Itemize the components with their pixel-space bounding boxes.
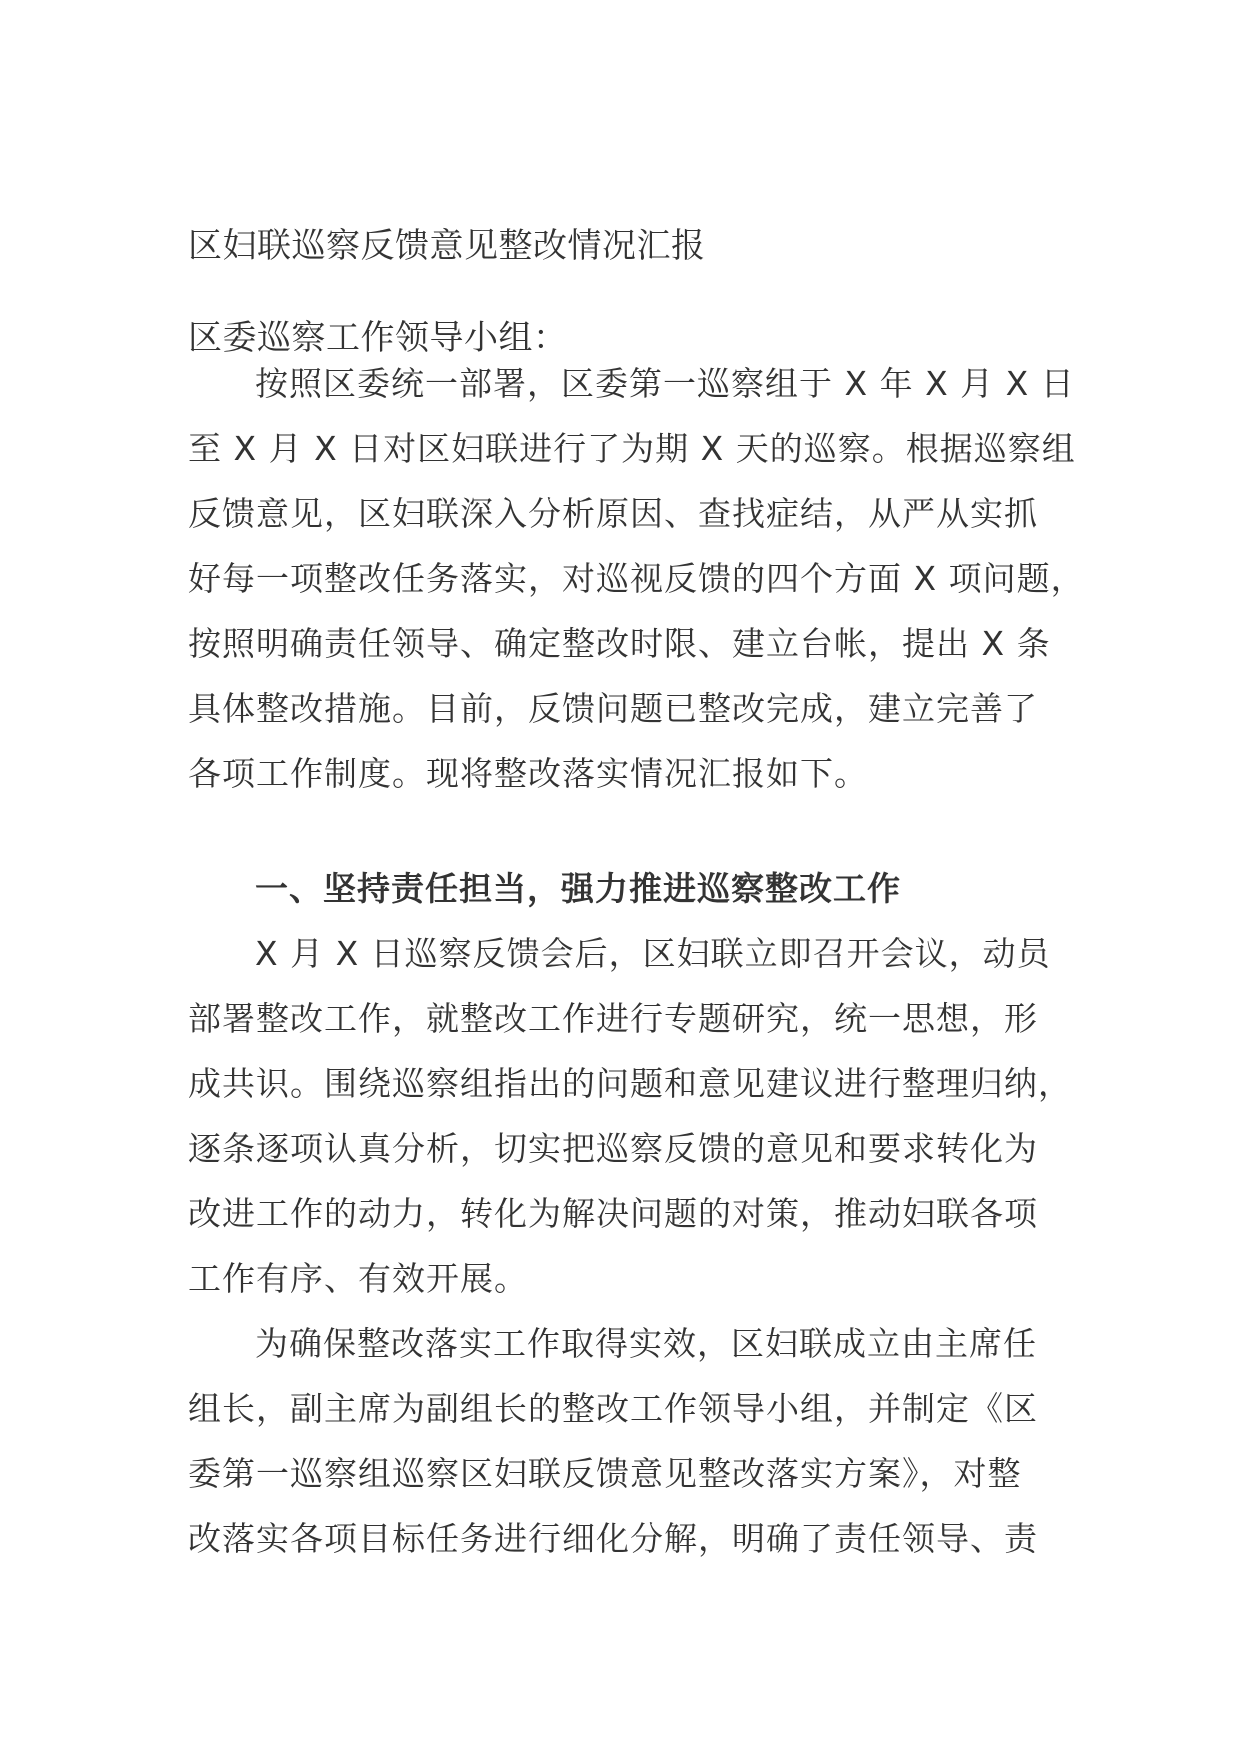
paragraph-line: 为确保整改落实工作取得实效，区妇联成立由主席任 [255,1324,1037,1363]
paragraph-line: 各项工作制度。现将整改落实情况汇报如下。 [188,754,868,793]
paragraph-line: X 月 X 日巡察反馈会后，区妇联立即召开会议，动员 [255,934,1051,973]
paragraph-line: 改落实各项目标任务进行细化分解，明确了责任领导、责 [188,1519,1038,1558]
paragraph-line: 工作有序、有效开展。 [188,1259,528,1298]
paragraph-line: 改进工作的动力，转化为解决问题的对策，推动妇联各项 [188,1194,1038,1233]
salutation: 区委巡察工作领导小组： [188,318,568,358]
paragraph-line: 成共识。围绕巡察组指出的问题和意见建议进行整理归纳， [188,1064,1072,1103]
paragraph-section-1 [188,921,1072,1311]
paragraph-line: 好每一项整改任务落实，对巡视反馈的四个方面 X 项问题， [188,559,1085,598]
paragraph-section-2 [188,1311,1068,1571]
section-heading-wrap [188,856,1068,921]
paragraph-line: 按照区委统一部署，区委第一巡察组于 X 年 X 月 X 日 [255,364,1075,403]
paragraph-intro [188,351,1085,806]
paragraph-line: 组长，副主席为副组长的整改工作领导小组，并制定《区 [188,1389,1038,1428]
document-title: 区妇联巡察反馈意见整改情况汇报 [188,226,706,266]
section-heading: 一、坚持责任担当，强力推进巡察整改工作 [255,869,901,908]
paragraph-line: 逐条逐项认真分析，切实把巡察反馈的意见和要求转化为 [188,1129,1038,1168]
paragraph-line: 至 X 月 X 日对区妇联进行了为期 X 天的巡察。根据巡察组 [188,429,1076,468]
paragraph-line: 按照明确责任领导、确定整改时限、建立台帐，提出 X 条 [188,624,1051,663]
paragraph-line: 部署整改工作，就整改工作进行专题研究，统一思想，形 [188,999,1038,1038]
paragraph-line: 反馈意见，区妇联深入分析原因、查找症结，从严从实抓 [188,494,1038,533]
paragraph-line: 具体整改措施。目前，反馈问题已整改完成，建立完善了 [188,689,1038,728]
paragraph-line: 委第一巡察组巡察区妇联反馈意见整改落实方案》，对整 [188,1454,1022,1493]
